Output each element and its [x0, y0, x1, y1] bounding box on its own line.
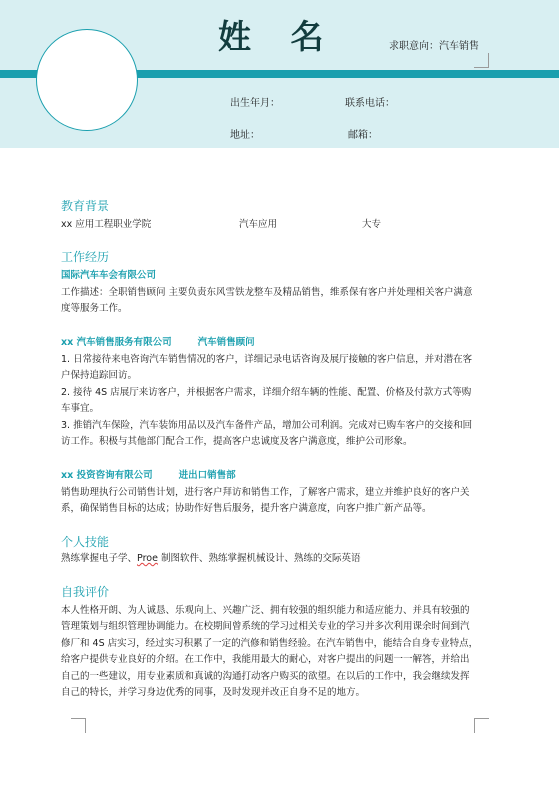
email-label[interactable]: 邮箱： [348, 130, 378, 141]
education-degree[interactable]: 大专 [362, 219, 382, 230]
job2-header[interactable] [61, 334, 255, 348]
crop-mark-bottom-left [71, 718, 86, 733]
candidate-name[interactable]: 姓 名 [218, 17, 338, 56]
self-eval-line[interactable]: 本人性格开朗、为人诚恳、乐观向上、兴趣广泛、拥有较强的组织能力和适应能力、并具有较强的 [61, 605, 470, 616]
job-intent[interactable]: 求职意向：汽车销售 [389, 41, 479, 52]
phone-label[interactable]: 联系电话： [345, 98, 395, 109]
skills-text[interactable] [61, 550, 360, 564]
job3-header[interactable] [61, 467, 236, 481]
job3-company: xx 投资咨询有限公司 [61, 470, 153, 481]
education-school[interactable]: xx 应用工程职业学院 [61, 219, 152, 230]
self-eval-title: 自我评价 [61, 585, 110, 599]
job2-company: xx 汽车销售服务有限公司 [61, 337, 172, 348]
job2-line[interactable]: 3. 推销汽车保险，汽车装饰用品以及汽车备件产品，增加公司利润。完成对已购车客户的交接和回 [61, 420, 473, 431]
crop-mark-bottom-right [474, 718, 489, 733]
job1-line[interactable]: 度等服务工作。 [61, 303, 128, 314]
job1-company[interactable]: 国际汽车车会有限公司 [61, 270, 157, 281]
job3-line[interactable]: 系，确保销售目标的达成；协助作好售后服务，提升客户满意度，向客户推广新产品等。 [61, 503, 432, 514]
photo-placeholder[interactable] [36, 29, 138, 131]
job2-line[interactable]: 2. 接待 4S 店展厅来访客户，并根据客户需求，详细介绍车辆的性能、配置、价格及付款方式等购 [61, 387, 472, 398]
self-eval-line[interactable]: 自己的一些建议，用专业素质和真诚的沟通打动客户购买的欲望。在以后的工作中，我会继续发挥 [61, 671, 470, 682]
self-eval-line[interactable]: 给客户提供专业良好的介绍。在工作中，我能用最大的耐心，对客户提出的问题一一解答，并给出 [61, 654, 470, 665]
job2-position: 汽车销售顾问 [197, 337, 255, 348]
address-label[interactable]: 地址： [230, 130, 260, 141]
birth-date-label[interactable]: 出生年月： [230, 98, 280, 109]
job3-position: 进出口销售部 [178, 470, 236, 481]
crop-mark-top-right [474, 53, 489, 68]
job2-line[interactable]: 户保持追踪回访。 [61, 370, 138, 381]
job1-line[interactable]: 工作描述：全职销售顾问 主要负责东风雪铁龙整车及精品销售，维系保有客户并处理相关客户满意 [61, 287, 473, 298]
education-title: 教育背景 [61, 199, 110, 213]
skills-text-part: 制图软件、熟练掌握机械设计、熟练的交际英语 [157, 553, 361, 564]
self-eval-line[interactable]: 修厂和 4S 店实习，经过实习积累了一定的汽修和销售经验。在汽车销售中，能结合自身专业特点， [61, 638, 479, 649]
skills-title: 个人技能 [61, 535, 110, 549]
skills-text-part: 熟练掌握电子学、 [61, 553, 138, 564]
self-eval-line[interactable]: 管理策划与组织管理协调能力。在校期间曾系统的学习过相关专业的学习并多次利用课余时间到汽 [61, 621, 470, 632]
job2-line[interactable]: 访工作。积极与其他部门配合工作，提高客户忠诚度及客户满意度，维护公司形象。 [61, 436, 413, 447]
job2-line[interactable]: 1. 日常接待来电咨询汽车销售情况的客户，详细记录电话咨询及展厅接触的客户信息，并对潜在客 [61, 354, 473, 365]
work-title: 工作经历 [61, 250, 110, 264]
job2-line[interactable]: 车事宜。 [61, 403, 100, 414]
job3-line[interactable]: 销售助理执行公司销售计划，进行客户拜访和销售工作，了解客户需求，建立并维护良好的客户关 [61, 487, 470, 498]
self-eval-line[interactable]: 自己的特长，并学习身边优秀的同事，及时发现并改正自身不足的地方。 [61, 687, 366, 698]
education-major[interactable]: 汽车应用 [239, 219, 278, 230]
spellcheck-flagged-word: Proe [137, 553, 158, 564]
